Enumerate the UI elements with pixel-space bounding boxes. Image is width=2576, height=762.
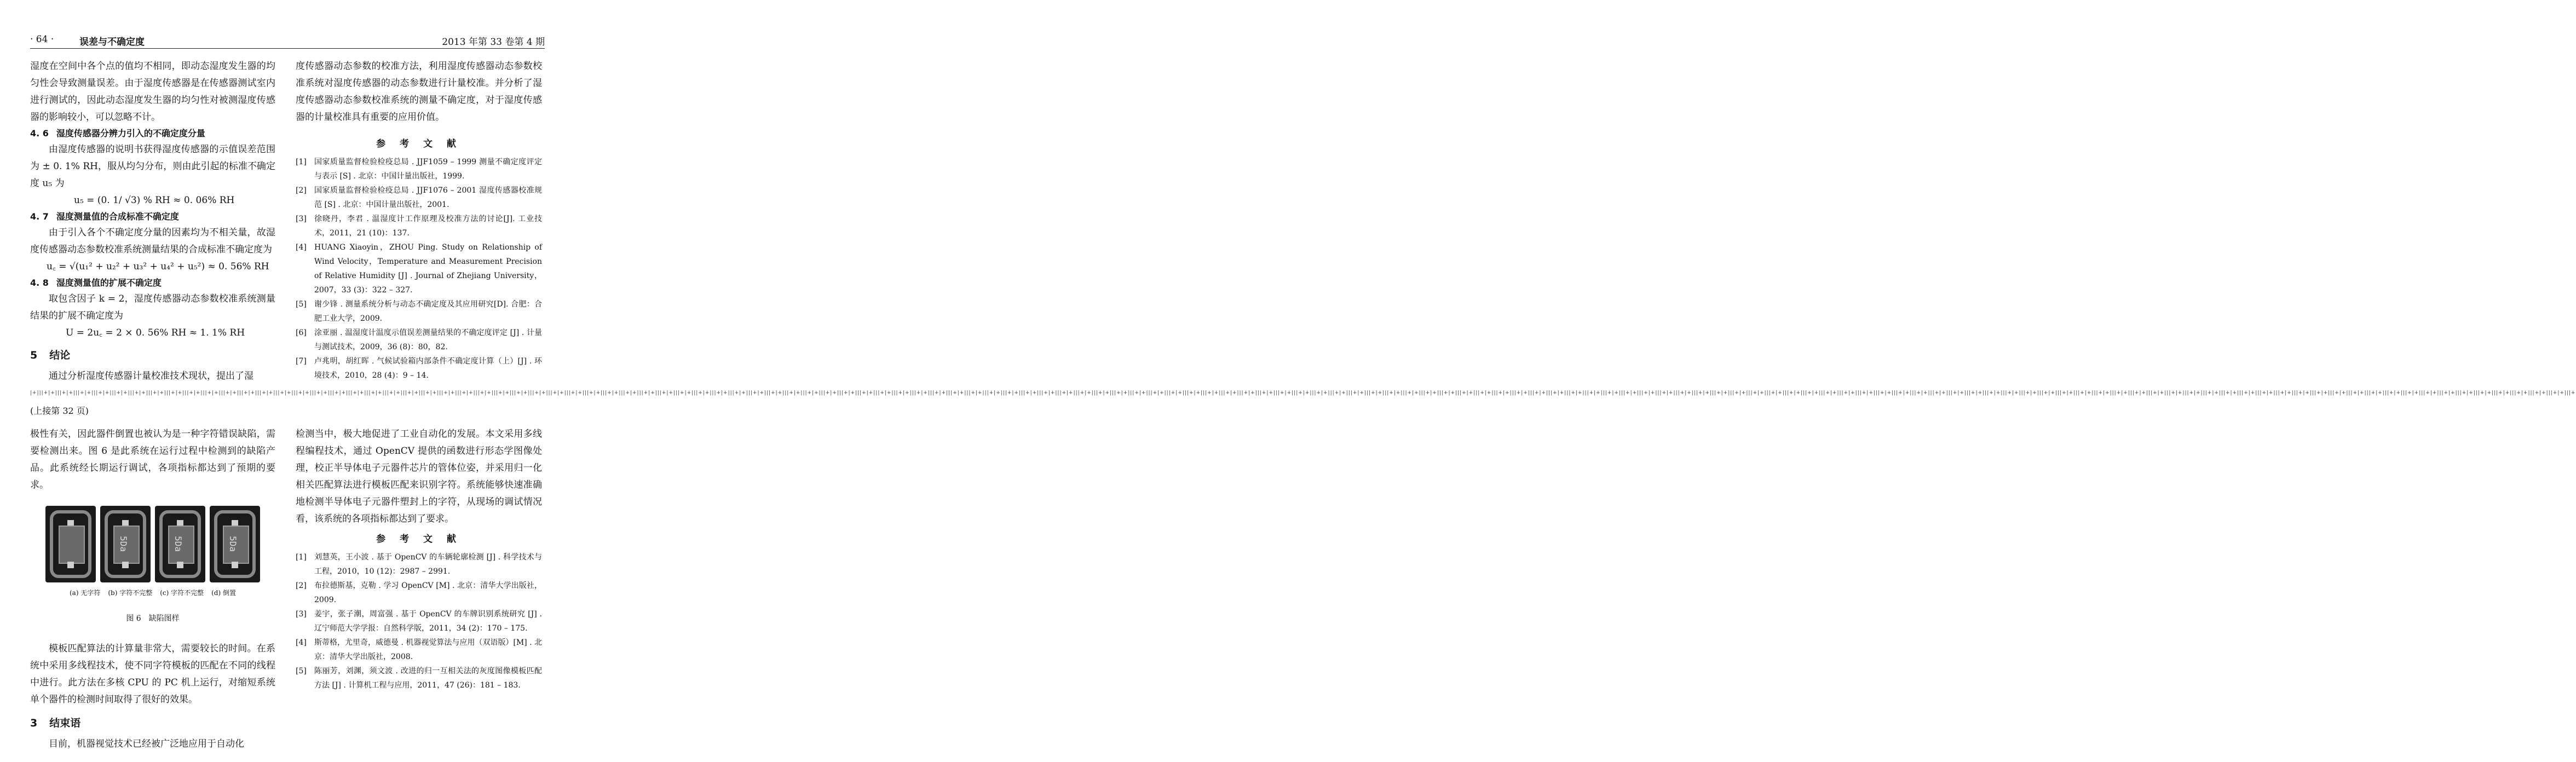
reference-number: [3] <box>296 610 307 619</box>
figure-subcaption: (d) 倒置 <box>211 589 236 597</box>
defect-sample-image <box>155 506 205 582</box>
reference-item <box>296 240 542 297</box>
reference-text: 徐晓丹，李君 . 温湿度计工作原理及校准方法的讨论[J]. 工业技术，2011，21 (10)：137. <box>314 215 542 238</box>
reference-number: [5] <box>296 667 307 676</box>
reference-number: [1] <box>296 158 307 166</box>
reference-text: 国家质量监督检验检疫总局 . JJF1059 – 1999 测量不确定度评定与表示 [S] . 北京：中国计量出版社，1999. <box>314 158 542 181</box>
reference-number: [3] <box>296 215 307 223</box>
formula-U: U = 2u꜀ = 2 × 0. 56% RH ≈ 1. 1% RH <box>66 327 245 338</box>
reference-text: 布拉德斯基，克勒 . 学习 OpenCV [M] . 北京：清华大学出版社，2009. <box>314 581 542 604</box>
reference-text: 国家质量监督检验检疫总局 . JJF1076 – 2001 湿度传感器校准规范 [S] . 北京：中国计量出版社，2001. <box>314 186 542 209</box>
reference-list <box>296 155 542 383</box>
defect-sample-image <box>45 506 96 582</box>
reference-number: [2] <box>296 186 307 195</box>
paragraph: 度传感器动态参数的校准方法，利用湿度传感器动态参数校准系统对湿度传感器的动态参数进行计量校准。并分析了湿度传感器动态参数校准系统的测量不确定度，对于湿度传感器的计量校准具有重要的应用价值。 <box>296 61 542 123</box>
formula-uc: u꜀ = √(u₁² + u₂² + u₃² + u₄² + u₅²) ≈ 0. 56% RH <box>47 261 269 272</box>
reference-number: [4] <box>296 638 307 647</box>
chip-marking: 5Da <box>172 536 183 552</box>
reference-item <box>296 212 542 240</box>
reference-item <box>296 354 542 383</box>
reference-text: 斯蒂格，尤里奇，威德曼 . 机器视觉算法与应用（双语版）[M] . 北京：清华大学出版社，2008. <box>314 638 542 661</box>
paragraph: 极性有关，因此器件倒置也被认为是一种字符错误缺陷，需要检测出来。图 6 是此系统在运行过程中检测到的缺陷产品。此系统经长期运行调试，各项指标都达到了预期的要求。 <box>30 429 275 490</box>
paragraph: 通过分析湿度传感器计量校准技术现状，提出了湿 <box>49 371 253 382</box>
reference-text: 涂亚丽 . 温湿度计温度示值误差测量结果的不确定度评定 [J] . 计量与测试技术，2009，36 (8)：80，82. <box>314 328 542 351</box>
reference-number: [7] <box>296 357 307 366</box>
page-header <box>30 34 545 47</box>
header-rule <box>30 48 545 49</box>
continued-note: (上接第 32 页) <box>30 406 89 416</box>
reference-number: [5] <box>296 300 307 309</box>
page-number: · 64 · <box>30 34 54 45</box>
bottom-right-column <box>296 426 542 692</box>
paragraph: 模板匹配算法的计算量非常大，需要较长的时间。在系统中采用多线程技术，使不同字符模板的匹配在不同的线程中进行。此方法在多核 CPU 的 PC 机上运行，对缩短系统单个器件的检测时间取得了很好的效果。 <box>30 643 275 705</box>
reference-text: 刘慧英，王小波 . 基于 OpenCV 的车辆轮廓检测 [J] . 科学技术与工程，2010，10 (12)：2987 – 2991. <box>314 553 542 576</box>
reference-number: [1] <box>296 553 307 562</box>
defect-sample-image <box>210 506 260 582</box>
section-divider: |+|||+|+|||+|+|||+|+|||+|+|||+|+|||+|+|||+|+|||+|+|||+|+|||+|+|||+|+|||+|+|||+|+|||+|+|||+|+|||+|+|||+|+|||+|+|||+|+|||+|+|||+|+|||+|+|||+|+|||+|+|||+|+|||+|+|||+|+|||+|+|||+|+|||+|+|||+|+|||+|+|||+|+|||+|+|||+|+|||+|+|||+|+|||+|+|||+|+|||+|+|||+|+|||+|+|||+|+|||+|+|||+|+|||+|+|||+|+|||+|+|||+|+|||+|+|||+|+|||+|+|||+|+|||+|+|||+|+|||+|+|||+|+|||+|+|||+|+|||+|+|||+|+|||+|+|||+|+|||+|+|||+|+|||+|+|||+|+|||+|+|||+|+|||+|+|||+|+|||+|+|||+|+|||+|+|||+|+|||+|+|||+|+|||+|+|||+|+|||+|+|||+|+|||+|+|||+|+|||+|+|||+|+|||+|+|||+|+|||+|+|||+|+|||+|+|||+|+|||+|+|||+|+|||+|+|||+|+|||+|+|||+|+|||+|+|||+|+|||+|+|||+|+|||+|+|||+|+|||+|+|||+|+|||+|+|||+|+|||+|+|||+|+|||+|+|||+|+|||+|+|||+|+|||+|+|||+|+|||+|+|||+|+|||+|+|||+|+|||+|+|||+|+|||+|+|||+|+|||+|+|||+|+|||+|+|||+|+|||+|+|||+|+|||+|+|||+|+|||+|+|||+|+|||+|+|||+|+|||+|+|||+|+|||+|+|||+|+|||+ <box>30 390 2576 396</box>
reference-number: [6] <box>296 328 307 337</box>
reference-item <box>296 579 542 607</box>
journal-title: 误差与不确定度 <box>79 37 145 48</box>
section-heading-4-7: 4. 7 湿度测量值的合成标准不确定度 <box>30 211 179 222</box>
paragraph: 目前，机器视觉技术已经被广泛地应用于自动化 <box>49 738 244 749</box>
reference-text: HUANG Xiaoyin，ZHOU Ping. Study on Relationship of Wind Velocity，Temperature and Measurement Precision of Relative Humidity [J] . Journal of Zhejiang University，2007，33 (3)：322 – 327. <box>314 243 542 295</box>
reference-item <box>296 297 542 326</box>
figure-subcaptions <box>30 585 275 602</box>
formula-u5: u₅ = (0. 1/ √3) % RH ≈ 0. 06% RH <box>74 195 235 206</box>
reference-item <box>296 607 542 636</box>
reference-item <box>296 636 542 664</box>
paragraph: 由湿度传感器的说明书获得湿度传感器的示值误差范围为 ± 0. 1% RH，服从均匀分布，则由此引起的标准不确定度 u₅ 为 <box>30 144 275 189</box>
references-heading: 参 考 文 献 <box>376 534 462 545</box>
reference-text: 谢少锋 . 测量系统分析与动态不确定度及其应用研究[D]. 合肥：合肥工业大学，2009. <box>314 300 542 323</box>
reference-item <box>296 155 542 183</box>
reference-item <box>296 550 542 579</box>
top-right-column <box>296 58 542 383</box>
reference-item <box>296 183 542 212</box>
bottom-left-column <box>30 426 275 753</box>
chip-marking: 5Da <box>118 536 129 552</box>
figure-subcaption: (a) 无字符 <box>70 589 101 597</box>
top-left-column <box>30 58 275 385</box>
paragraph: 取包含因子 k = 2，湿度传感器动态参数校准系统测量结果的扩展不确定度为 <box>30 293 275 321</box>
paragraph: 湿度在空间中各个点的值均不相同，即动态湿度发生器的均匀性会导致测量误差。由于湿度传感器是在传感器测试室内进行测试的，因此动态湿度发生器的均匀性对被测湿度传感器的影响较小，可以忽略不计。 <box>30 61 275 123</box>
figure-subcaption: (b) 字符不完整 <box>108 589 153 597</box>
paragraph: 检测当中，极大地促进了工业自动化的发展。本文采用多线程编程技术，通过 OpenCV 提供的函数进行形态学图像处理，校正半导体电子元器件芯片的管体位姿，并采用归一化相关匹配算法进行模板匹配来识别字符。系统能够快速准确地检测半导体电子元器件塑封上的字符，从现场的调试情况看，该系统的各项指标都达到了要求。 <box>296 429 542 524</box>
reference-list <box>296 550 542 692</box>
section-heading-3: 3 结束语 <box>30 717 81 729</box>
figure-subcaption: (c) 字符不完整 <box>160 589 204 597</box>
reference-text: 陈丽芳，刘渊，须文波 . 改进的归一互相关法的灰度图像模板匹配方法 [J] . 计算机工程与应用，2011，47 (26)：181 – 183. <box>314 667 542 690</box>
reference-number: [4] <box>296 243 307 252</box>
section-heading-4-8: 4. 8 湿度测量值的扩展不确定度 <box>30 278 162 288</box>
paragraph: 由于引入各个不确定度分量的因素均为不相关量，故湿度传感器动态参数校准系统测量结果的合成标准不确定度为 <box>30 227 275 255</box>
reference-item <box>296 326 542 354</box>
chip-marking: 5Da <box>227 536 238 552</box>
reference-text: 姜宇，张子潮，周富强 . 基于 OpenCV 的车牌识别系统研究 [J] . 辽宁师范大学学报：自然科学版，2011，34 (2)：170 – 175. <box>314 610 542 633</box>
figure-6 <box>30 506 275 582</box>
defect-sample-image <box>100 506 151 582</box>
reference-number: [2] <box>296 581 307 590</box>
figure-caption: 图 6 缺陷图样 <box>126 614 180 623</box>
reference-text: 卢兆明，胡红晖 . 气候试验箱内部条件不确定度计算（上）[J] . 环境技术，2010，28 (4)：9 – 14. <box>314 357 542 380</box>
reference-item <box>296 664 542 692</box>
section-heading-5: 5 结论 <box>30 349 71 361</box>
issue-info: 2013 年第 33 卷第 4 期 <box>442 37 545 48</box>
section-heading-4-6: 4. 6 湿度传感器分辨力引入的不确定度分量 <box>30 128 205 138</box>
references-heading: 参 考 文 献 <box>376 138 462 149</box>
